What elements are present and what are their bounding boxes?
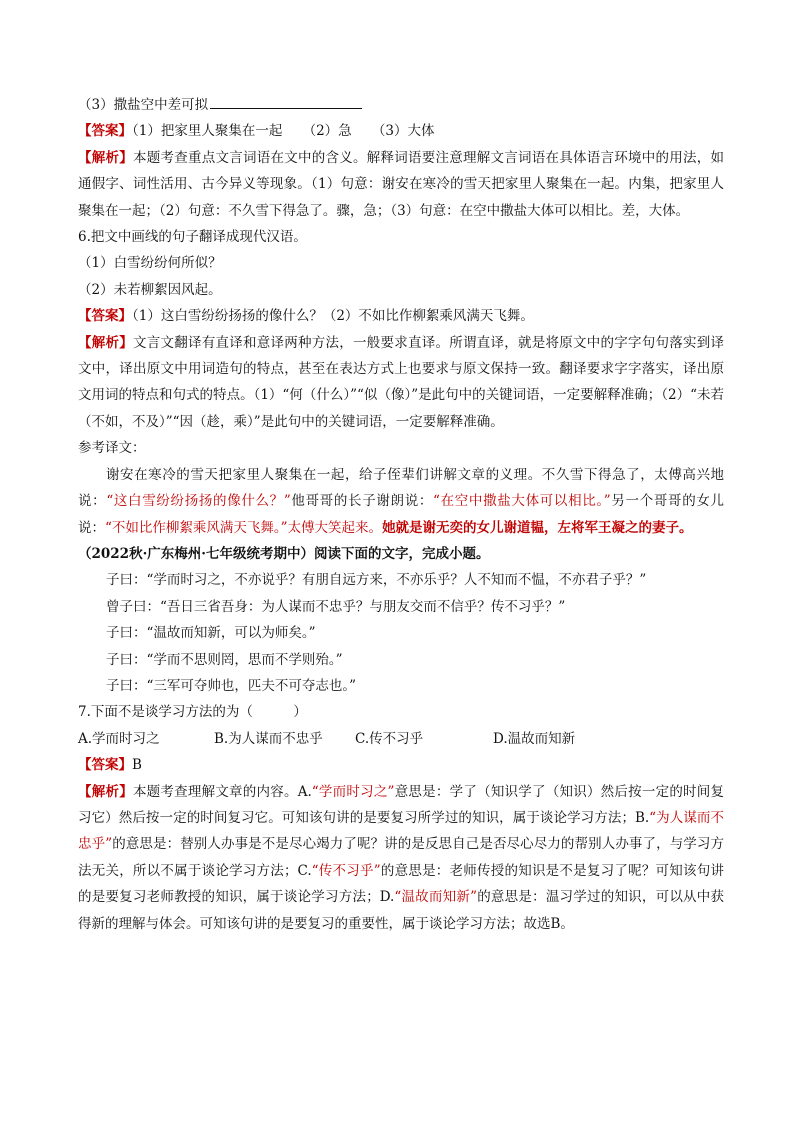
passage-line-5: 子曰：“三军可夺帅也，匹夫不可夺志也。” xyxy=(106,677,357,694)
passage-line-1: 子曰：“学而时习之，不亦说乎？有朋自远方来，不亦乐乎？人不知而不愠，不亦君子乎？” xyxy=(106,572,647,589)
explanation-7-quote-a: “学而时习之” xyxy=(311,783,395,800)
explanation-tag: 【解析】 xyxy=(78,149,133,166)
translation-quote-3: “不如比作柳絮乘风满天飞舞。” xyxy=(105,519,288,536)
explanation-7-text-3: 的意思是：替别人办事是不是尽心竭力了呢？讲的是反思自己是否尽心尽力的帮别人办事了，与学习方法无关，所以不属于谈论学习方法；C. xyxy=(78,836,725,879)
option-c[interactable]: C.传不习乎 xyxy=(355,730,424,747)
answer-7-text: B xyxy=(132,757,142,774)
explanation-5 xyxy=(78,145,724,224)
translation-part-2: 他哥哥的长子谢朗说： xyxy=(290,493,434,510)
explanation-5-text: 本题考查重点文言词语在文中的含义。解释词语要注意理解文言词语在具体语言环境中的用法，如通假字、词性活用、古今异义等现象。（1）句意：谢安在寒冷的雪天把家里人聚集在一起。内集，把家里人聚集在一起；（2）句意：不久雪下得急了。骤，急；（3）句意：在空中撒盐大体可以相比。差，大体。 xyxy=(78,149,724,219)
explanation-7-quote-b: “为人谋而不忠乎” xyxy=(78,809,724,853)
question-6-title: 6.把文中画线的句子翻译成现代汉语。 xyxy=(78,229,307,246)
translation-part-5: 她就是谢无奕的女儿谢道韫，左将军王凝之的妻子。 xyxy=(382,519,693,536)
option-a[interactable]: A.学而时习之 xyxy=(78,730,160,747)
explanation-6 xyxy=(78,330,724,436)
translation-part-4: 太傅大笑起来。 xyxy=(287,519,383,536)
question-6-sentence-2: （2）未若柳絮因风起。 xyxy=(78,281,222,298)
explanation-7-text-2: 意思是：学了（知识学了（知识）然后按一定的时间复习它）然后按一定的时间复习它。可知该句讲的是要复习所学过的知识，属于谈论学习方法；B. xyxy=(78,783,725,826)
explanation-6-text: 文言文翻译有直译和意译两种方法，一般要求直译。所谓直译，就是将原文中的字字句句落实到译文中，译出原文中用词造句的特点，甚至在表达方式上也要求与原文保持一致。翻译要求字字落实，译出原文用词的特点和句式的特点。（1）“何（什么）”“似（像）”是此句中的关键词语，一定要解释准确；（2）“未若（不如，不及）”“因（趁，乘）”是此句中的关键词语，一定要解释准确。 xyxy=(78,334,724,430)
question-5-3 xyxy=(78,92,724,118)
explanation-7-text-4: 的意思是：老师传授的知识是不是复习了呢？可知该句讲的是要复习老师教授的知识，属于谈论学习方法；D. xyxy=(78,862,724,906)
answer-5 xyxy=(78,118,724,144)
question-7-options xyxy=(78,726,724,752)
answer-7 xyxy=(78,752,724,778)
answer-tag: 【答案】 xyxy=(78,123,132,140)
explanation-7-text-1: 本题考查理解文章的内容。A. xyxy=(132,783,312,800)
translation-part-1: 谢安在寒冷的雪天把家里人聚集在一起，给子侄辈们讲解文章的义理。不久雪下得急了，太傅高兴地说： xyxy=(78,466,724,510)
section-header: （2022秋·广东梅州·七年级统考期中）阅读下面的文字，完成小题。 xyxy=(78,545,490,562)
explanation-7-quote-d: “温故而知新” xyxy=(394,889,477,906)
explanation-7-text-5: 的意思是：温习学过的知识，可以从中获得新的理解与体会。可知该句讲的是要复习的重要性，属于谈论学习方法；故选B。 xyxy=(78,889,725,932)
document-content xyxy=(78,92,724,937)
answer-tag: 【答案】 xyxy=(78,308,132,325)
explanation-7-quote-c: “传不习乎” xyxy=(311,862,381,879)
passage-line-3: 子曰：“温故而知新，可以为师矣。” xyxy=(106,625,316,642)
reference-translation xyxy=(78,462,724,541)
question-7-title: 7.下面不是谈学习方法的为（ ） xyxy=(78,704,307,721)
option-d[interactable]: D.温故而知新 xyxy=(493,730,576,747)
answer-6 xyxy=(78,303,724,329)
reference-translation-label: 参考译文： xyxy=(78,440,146,457)
answer-tag: 【答案】 xyxy=(78,757,132,774)
explanation-7 xyxy=(78,779,724,937)
answer-5-text: （1）把家里人聚集在一起 （2）急 （3）大体 xyxy=(132,123,435,140)
passage-line-2: 曾子曰：“吾日三省吾身：为人谋而不忠乎？与朋友交而不信乎？传不习乎？” xyxy=(106,598,566,615)
question-5-3-prompt: （3）撒盐空中差可拟 xyxy=(78,97,209,113)
explanation-tag: 【解析】 xyxy=(78,334,133,351)
translation-part-3: 另一个哥哥的女儿说： xyxy=(78,493,725,536)
option-b[interactable]: B.为人谋而不忠乎 xyxy=(214,730,323,747)
question-6-sentence-1: （1）白雪纷纷何所似？ xyxy=(78,255,222,272)
translation-quote-1: “这白雪纷纷扬扬的像什么？” xyxy=(106,493,291,510)
translation-quote-2: “在空中撒盐大体可以相比。” xyxy=(433,493,611,510)
passage-line-4: 子曰：“学而不思则罔，思而不学则殆。” xyxy=(106,651,343,668)
answer-6-text: （1）这白雪纷纷扬扬的像什么？（2）不如比作柳絮乘风满天飞舞。 xyxy=(132,308,534,325)
explanation-tag: 【解析】 xyxy=(78,783,133,800)
answer-blank[interactable] xyxy=(210,95,362,109)
